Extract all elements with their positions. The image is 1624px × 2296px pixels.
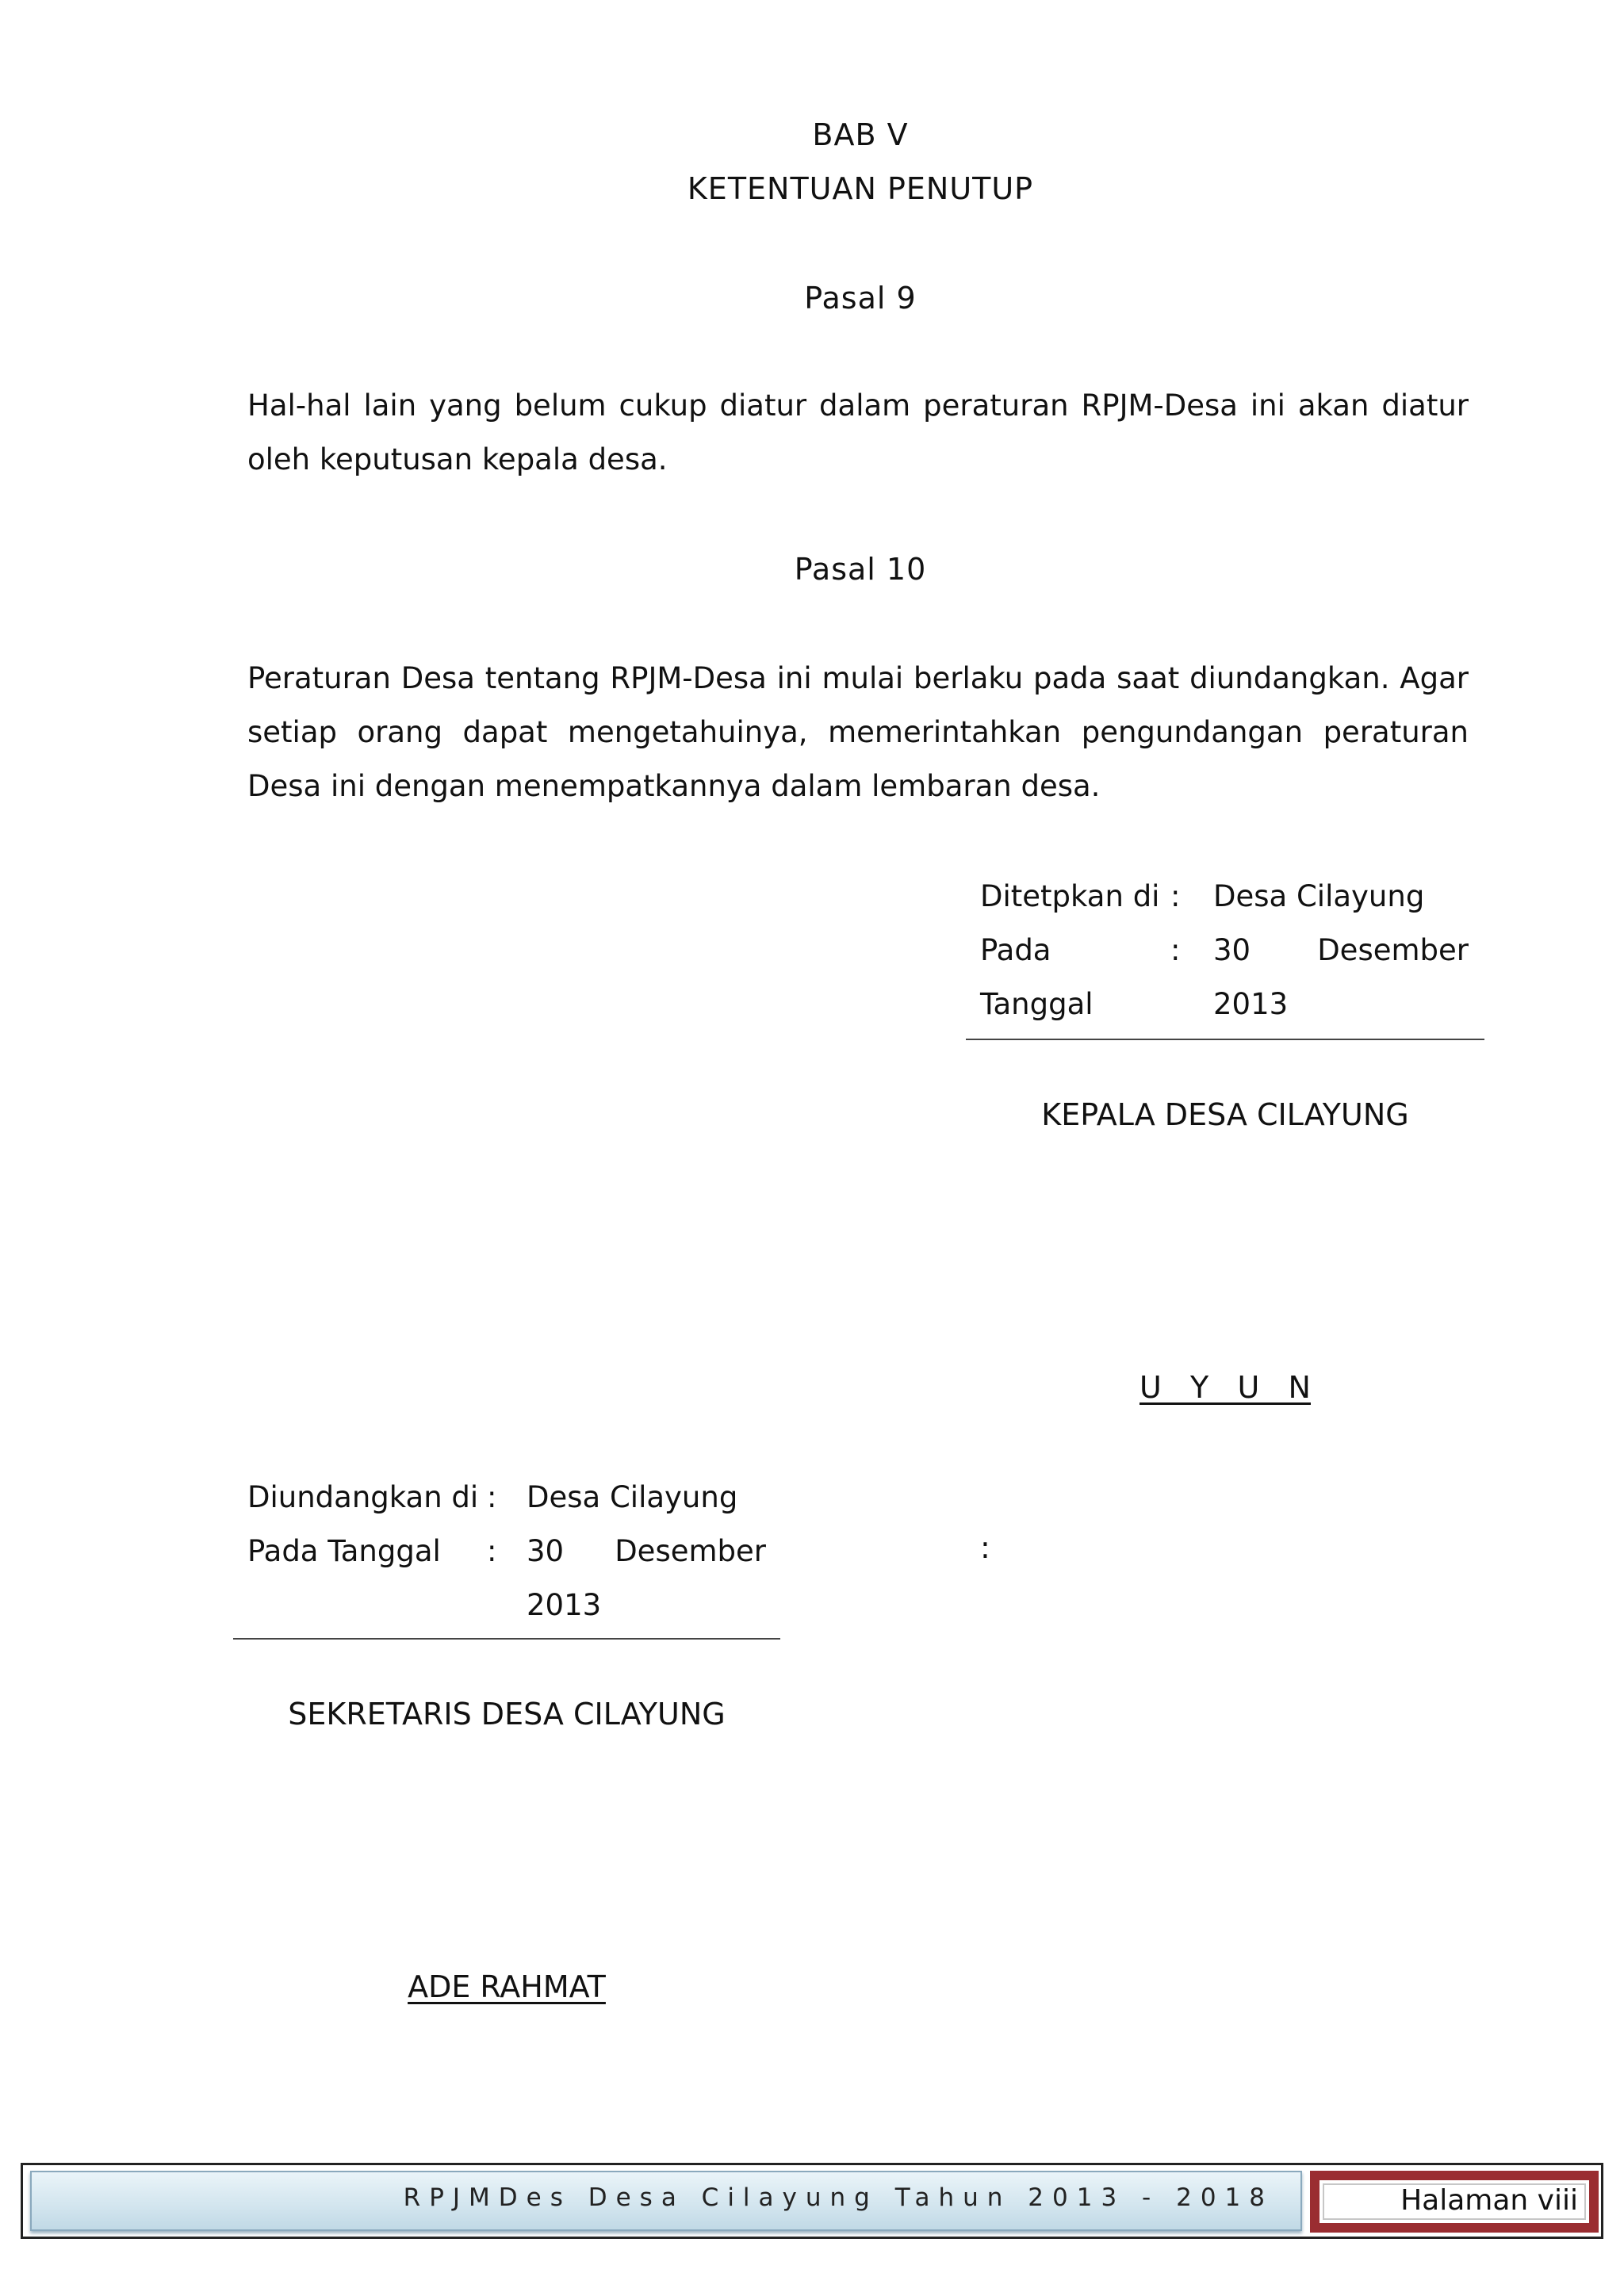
footer-page-label: Halaman viii: [1323, 2183, 1586, 2220]
promulgation-table: [247, 1470, 766, 1632]
enactment-place-label: Ditetpkan di: [980, 878, 1160, 913]
enactment-date-value-daymonth: [1213, 923, 1469, 977]
enactment-place-value: Desa Cilayung: [1213, 878, 1425, 913]
enactment-date-month: Desember: [1317, 932, 1469, 967]
article-heading-10: Pasal 10: [794, 552, 927, 587]
promulgation-place-value: Desa Cilayung: [527, 1479, 738, 1514]
enactment-divider: [966, 1039, 1484, 1040]
promulgation-divider: [233, 1638, 780, 1640]
enactment-signatory: U Y U N: [1139, 1370, 1311, 1405]
promulgation-position: SEKRETARIS DESA CILAYUNG: [288, 1697, 726, 1732]
promulgation-date-label: Pada Tanggal: [247, 1533, 441, 1568]
promulgation-date-day: 30: [527, 1533, 565, 1568]
chapter-number: BAB V: [812, 117, 909, 152]
enactment-signatory-wrap: [966, 1370, 1484, 1405]
promulgation-signatory-wrap: [233, 1969, 780, 2004]
article-text-9: Hal-hal lain yang belum cukup diatur dalam peraturan RPJM-Desa ini akan diatur oleh keputusan kepala desa.: [247, 388, 1469, 476]
promulgation-date-colon: :: [487, 1533, 497, 1568]
enactment-table: [980, 869, 1469, 1031]
footer-page-box: [1310, 2171, 1599, 2233]
promulgation-signatory: ADE RAHMAT: [408, 1969, 606, 2004]
enactment-date-label-2: Tanggal: [980, 986, 1094, 1021]
enactment-date-label-1: Pada: [980, 932, 1051, 967]
promulgation-date-month: Desember: [615, 1533, 766, 1568]
chapter-title: KETENTUAN PENUTUP: [687, 171, 1034, 206]
enactment-position: KEPALA DESA CILAYUNG: [1041, 1097, 1409, 1132]
article-heading-9: Pasal 9: [804, 281, 917, 316]
enactment-date-year: 2013: [1213, 986, 1289, 1021]
article-text-10: Peraturan Desa tentang RPJM-Desa ini mulai berlaku pada saat diundangkan. Agar setiap orang dapat mengetahuinya, memerintahkan pengundangan peraturan Desa ini dengan menempatkannya dalam lembaran desa.: [247, 661, 1469, 803]
enactment-place-colon: :: [1170, 878, 1181, 913]
promulgation-date-year: 2013: [527, 1587, 602, 1622]
stray-colon: :: [980, 1530, 990, 1565]
promulgation-place-colon: :: [487, 1479, 497, 1514]
enactment-date-day: 30: [1213, 932, 1251, 967]
enactment-date-colon: :: [1170, 932, 1181, 967]
promulgation-place-label: Diundangkan di: [247, 1479, 479, 1514]
footer-document-title: RPJMDes Desa Cilayung Tahun 2013 - 2018: [403, 2183, 1274, 2212]
promulgation-date-value-daymonth: [527, 1524, 766, 1578]
footer-title-bar: [30, 2171, 1302, 2231]
